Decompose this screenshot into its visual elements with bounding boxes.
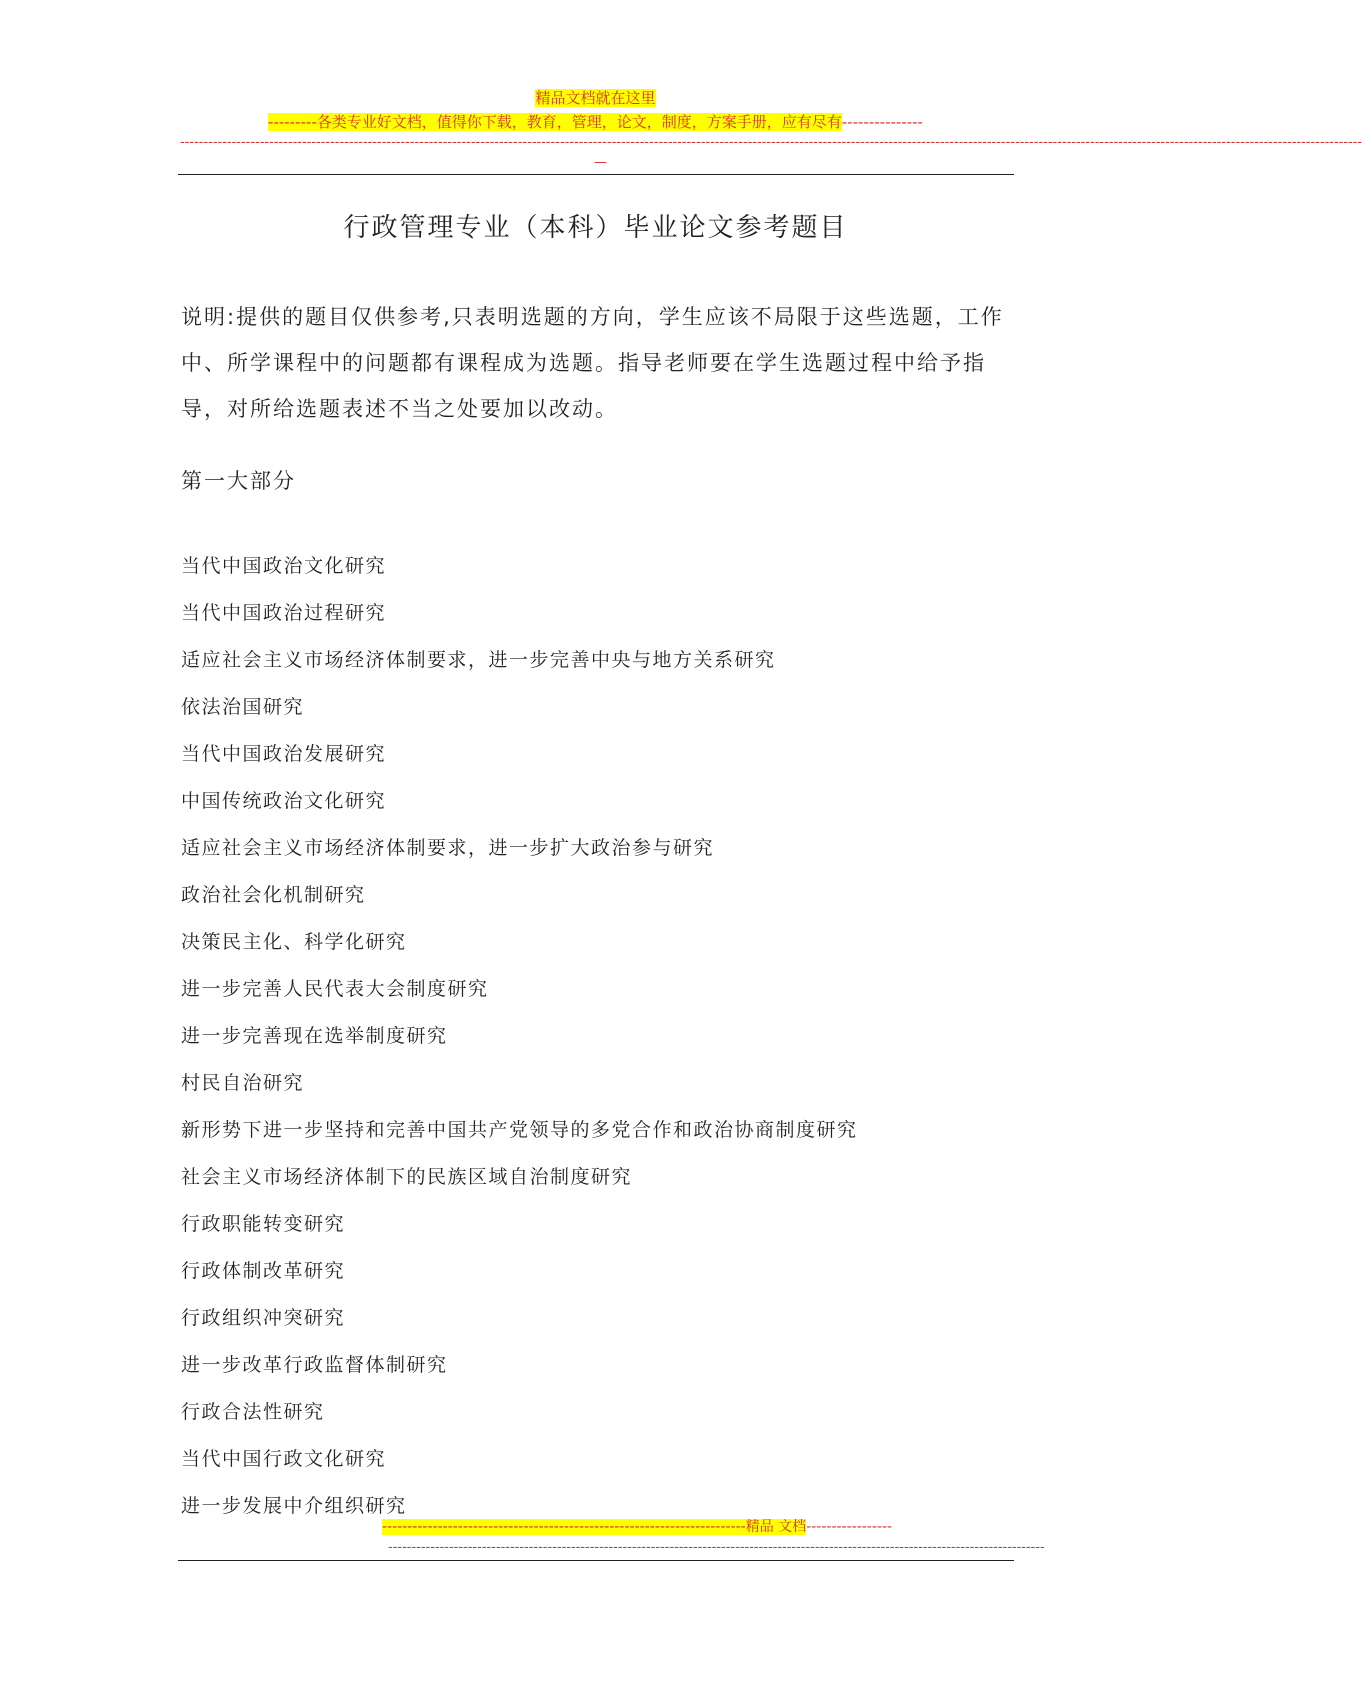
topic-item: 政治社会化机制研究 <box>181 884 366 906</box>
footer-banner <box>382 1517 892 1537</box>
footer-rule <box>178 1560 1014 1561</box>
topic-item: 村民自治研究 <box>181 1072 305 1094</box>
topic-item: 当代中国政治文化研究 <box>181 555 387 577</box>
topic-item: 中国传统政治文化研究 <box>181 790 387 812</box>
footer-dash-line: -------------------------------------------------------------------------------------------------------------------------------------------- <box>388 1540 1045 1555</box>
topic-item: 当代中国政治过程研究 <box>181 602 387 624</box>
topic-item: 行政合法性研究 <box>181 1401 325 1423</box>
header-promo-line <box>0 112 1191 132</box>
topic-item: 行政组织冲突研究 <box>181 1307 346 1329</box>
header-top-label: 精品文档就在这里 <box>535 89 656 107</box>
topic-item: 进一步完善人民代表大会制度研究 <box>181 978 489 1000</box>
topic-item: 行政职能转变研究 <box>181 1213 346 1235</box>
header-promo-text: 各类专业好文档，值得你下载，教育，管理，论文，制度，方案手册，应有尽有 <box>316 113 842 131</box>
topic-item: 适应社会主义市场经济体制要求，进一步完善中央与地方关系研究 <box>181 649 776 671</box>
topic-item: 进一步改革行政监督体制研究 <box>181 1354 448 1376</box>
header-promo-dashes-left: --------- <box>268 113 317 131</box>
topic-list <box>181 543 858 1530</box>
section-heading: 第一大部分 <box>181 469 296 493</box>
header-dash-tail: — <box>594 155 607 170</box>
document-description: 说明:提供的题目仅供参考,只表明选题的方向，学生应该不局限于这些选题，工作中、所学课程中的问题都有课程成为选题。指导老师要在学生选题过程中给予指导，对所给选题表述不当之处要加以改动。 <box>181 305 1004 421</box>
topic-item: 进一步发展中介组织研究 <box>181 1495 407 1517</box>
topic-item: 决策民主化、科学化研究 <box>181 931 407 953</box>
topic-item: 当代中国行政文化研究 <box>181 1448 387 1470</box>
footer-dashes-left: ------------------------------------------------------------------------ <box>382 1519 746 1535</box>
topic-item: 新形势下进一步坚持和完善中国共产党领导的多党合作和政治协商制度研究 <box>181 1119 858 1141</box>
topic-item: 行政体制改革研究 <box>181 1260 346 1282</box>
header-banner <box>0 88 1191 108</box>
topic-item: 进一步完善现在选举制度研究 <box>181 1025 448 1047</box>
topic-item: 当代中国政治发展研究 <box>181 743 387 765</box>
topic-item: 社会主义市场经济体制下的民族区域自治制度研究 <box>181 1166 633 1188</box>
footer-dashes-right: ----------------- <box>806 1519 893 1535</box>
header-dash-line: ------------------------------------------------------------------------------------------------------------------------------------------------------------------------------------------------------------------------------------------------------------ <box>180 135 1362 150</box>
header-rule <box>178 174 1014 175</box>
topic-item: 依法治国研究 <box>181 696 305 718</box>
header-promo-dashes-right: --------------- <box>841 113 923 131</box>
document-title: 行政管理专业（本科）毕业论文参考题目 <box>343 213 848 243</box>
footer-label: 精品 文档 <box>745 1519 807 1535</box>
topic-item: 适应社会主义市场经济体制要求，进一步扩大政治参与研究 <box>181 837 715 859</box>
